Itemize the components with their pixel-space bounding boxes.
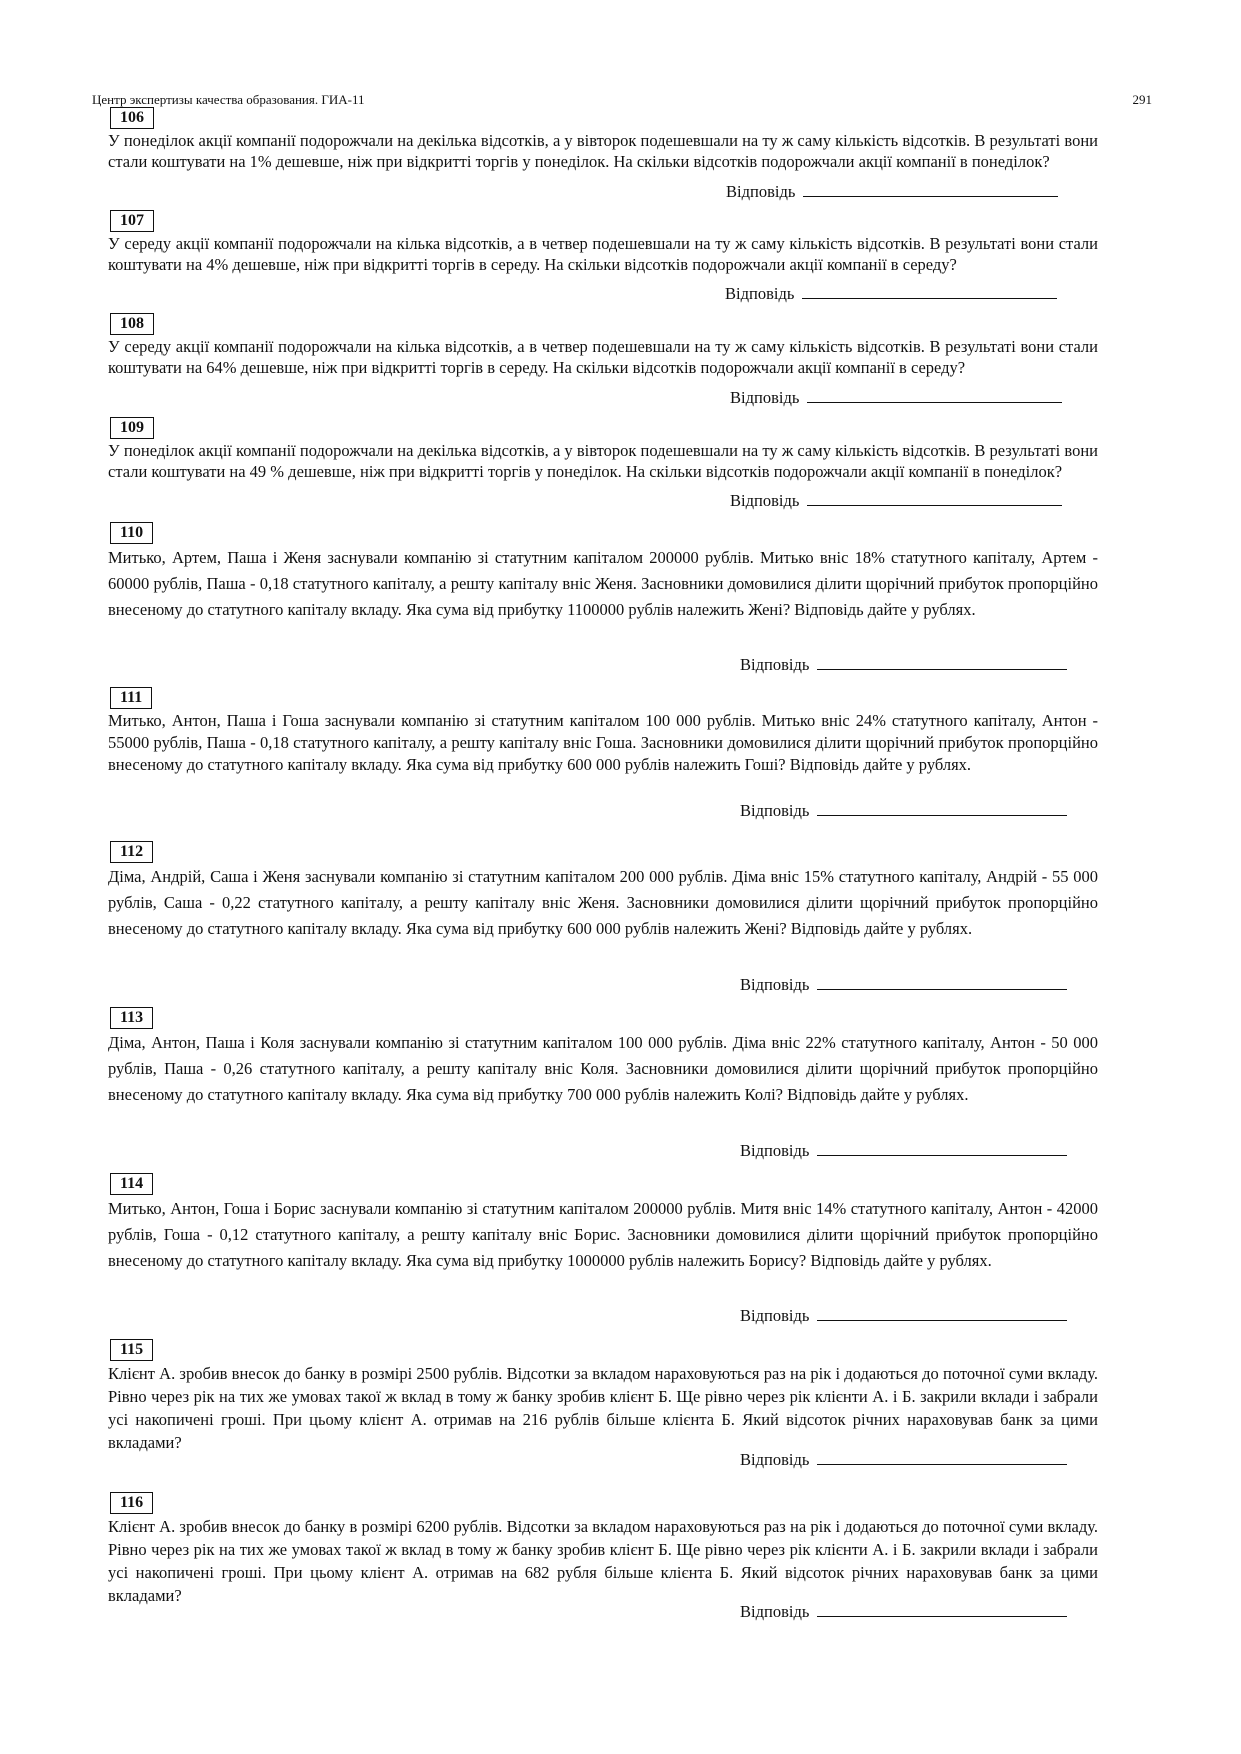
- task-number: 109: [110, 417, 154, 439]
- task-108: [108, 313, 1098, 409]
- answer-line: [807, 387, 1062, 403]
- task-number: 112: [110, 841, 153, 863]
- task-text: Діма, Андрій, Саша і Женя заснували компанію зі статутним капіталом 200 000 рублів. Діма вніс 15% статутного капіталу, Андрій - 55 000 рублів, Саша - 0,22 статутного капіталу, а решту капіталу вніс Женя. Засновники домовилися ділити щорічний прибуток пропорційно внесеному до статутного капіталу вкладу. Яка сума від прибутку 600 000 рублів належить Жені? Відповідь дайте у рублях.: [108, 867, 1098, 938]
- answer-field[interactable]: [740, 1140, 1067, 1161]
- task-106: [108, 107, 1098, 203]
- task-number: 107: [110, 210, 154, 232]
- task-text: У середу акції компанії подорожчали на кілька відсотків, а в четвер подешевшали на ту ж саму кількість відсотків. В результаті вони стали коштувати на 4% дешевше, ніж при відкритті торгів в середу. На скільки відсотків подорожчали акції компанії в середу?: [108, 234, 1098, 274]
- task-number: 110: [110, 522, 153, 544]
- task-number: 106: [110, 107, 154, 129]
- answer-field[interactable]: [726, 181, 1058, 202]
- answer-line: [817, 974, 1067, 990]
- answer-label: Відповідь: [740, 1306, 810, 1325]
- answer-label: Відповідь: [740, 1450, 810, 1469]
- task-114: [108, 1173, 1098, 1328]
- answer-field[interactable]: [740, 654, 1067, 675]
- task-111: [108, 687, 1098, 837]
- answer-label: Відповідь: [730, 491, 800, 510]
- answer-line: [817, 654, 1067, 670]
- answer-field[interactable]: [740, 800, 1067, 821]
- answer-line: [817, 1305, 1067, 1321]
- task-number: 114: [110, 1173, 153, 1195]
- task-116: [108, 1492, 1098, 1627]
- answer-field[interactable]: [725, 283, 1057, 304]
- task-number: 113: [110, 1007, 153, 1029]
- answer-label: Відповідь: [740, 655, 810, 674]
- answer-field[interactable]: [740, 974, 1067, 995]
- task-text: У понеділок акції компанії подорожчали на декілька відсотків, а у вівторок подешевшали на ту ж саму кількість відсотків. В результаті вони стали коштувати на 1% дешевше, ніж при відкритті торгів у понеділок. На скільки відсотків подорожчали акції компанії в понеділок?: [108, 131, 1098, 171]
- task-number: 111: [110, 687, 152, 709]
- answer-field[interactable]: [740, 1449, 1067, 1470]
- answer-label: Відповідь: [740, 1602, 810, 1621]
- answer-label: Відповідь: [730, 388, 800, 407]
- task-text: Діма, Антон, Паша і Коля заснували компанію зі статутним капіталом 100 000 рублів. Діма вніс 22% статутного капіталу, Антон - 50 000 рублів, Паша - 0,26 статутного капіталу, а решту капіталу вніс Коля. Засновники домовилися ділити щорічний прибуток пропорційно внесеному до статутного капіталу вкладу. Яка сума від прибутку 700 000 рублів належить Колі? Відповідь дайте у рублях.: [108, 1033, 1098, 1104]
- answer-line: [807, 490, 1062, 506]
- page-number: 291: [1132, 92, 1152, 107]
- answer-field[interactable]: [740, 1305, 1067, 1326]
- task-text: Клієнт А. зробив внесок до банку в розмірі 2500 рублів. Відсотки за вкладом нараховуються раз на рік і додаються до поточної суми вкладу. Рівно через рік на тих же умовах такої ж вклад в тому ж банку зробив клієнт Б. Ще рівно через рік клієнти А. і Б. закрили вклади і забрали усі накопичені гроші. При цьому клієнт А. отримав на 216 рублів більше клієнта Б. Який відсоток річних нараховував банк за цими вкладами?: [108, 1364, 1098, 1452]
- task-text: Митько, Антон, Гоша і Борис заснували компанію зі статутним капіталом 200000 рублів. Митя вніс 14% статутного капіталу, Антон - 42000 рублів, Гоша - 0,12 статутного капіталу, а решту капіталу вніс Борис. Засновники домовилися ділити щорічний прибуток пропорційно внесеному до статутного капіталу вкладу. Яка сума від прибутку 1000000 рублів належить Борису? Відповідь дайте у рублях.: [108, 1199, 1098, 1270]
- answer-field[interactable]: [730, 490, 1062, 511]
- task-text: У понеділок акції компанії подорожчали на декілька відсотків, а у вівторок подешевшали на ту ж саму кількість відсотків. В результаті вони стали коштувати на 49 % дешевше, ніж при відкритті торгів у понеділок. На скільки відсотків подорожчали акції компанії в понеділок?: [108, 441, 1098, 481]
- answer-line: [817, 1601, 1067, 1617]
- answer-label: Відповідь: [740, 975, 810, 994]
- task-text: Митько, Антон, Паша і Гоша заснували компанію зі статутним капіталом 100 000 рублів. Митько вніс 24% статутного капіталу, Антон - 55000 рублів, Паша - 0,18 статутного капіталу, а решту капіталу вніс Гоша. Засновники домовилися ділити щорічний прибуток пропорційно внесеному до статутного капіталу вкладу. Яка сума від прибутку 600 000 рублів належить Гоші? Відповідь дайте у рублях.: [108, 711, 1098, 774]
- answer-line: [803, 181, 1058, 197]
- answer-label: Відповідь: [725, 284, 795, 303]
- answer-label: Відповідь: [740, 801, 810, 820]
- answer-line: [817, 1140, 1067, 1156]
- answer-label: Відповідь: [740, 1141, 810, 1160]
- task-number: 116: [110, 1492, 153, 1514]
- task-109: [108, 417, 1098, 513]
- task-number: 115: [110, 1339, 153, 1361]
- task-110: [108, 522, 1098, 672]
- answer-field[interactable]: [740, 1601, 1067, 1622]
- task-113: [108, 1007, 1098, 1162]
- header-title: Центр экспертизы качества образования. ГИА-11: [92, 92, 365, 107]
- task-112: [108, 841, 1098, 996]
- task-number: 108: [110, 313, 154, 335]
- answer-line: [817, 1449, 1067, 1465]
- answer-field[interactable]: [730, 387, 1062, 408]
- answer-line: [817, 800, 1067, 816]
- task-text: У середу акції компанії подорожчали на кілька відсотків, а в четвер подешевшали на ту ж саму кількість відсотків. В результаті вони стали коштувати на 64% дешевше, ніж при відкритті торгів в середу. На скільки відсотків подорожчали акції компанії в середу?: [108, 337, 1098, 377]
- task-text: Клієнт А. зробив внесок до банку в розмірі 6200 рублів. Відсотки за вкладом нараховуються раз на рік і додаються до поточної суми вкладу. Рівно через рік на тих же умовах такої ж вклад в тому ж банку зробив клієнт Б. Ще рівно через рік клієнти А. і Б. закрили вклади і забрали усі накопичені гроші. При цьому клієнт А. отримав на 682 рубля більше клієнта Б. Який відсоток річних нараховував банк за цими вкладами?: [108, 1517, 1098, 1605]
- task-text: Митько, Артем, Паша і Женя заснували компанію зі статутним капіталом 200000 рублів. Митько вніс 18% статутного капіталу, Артем - 60000 рублів, Паша - 0,18 статутного капіталу, а решту капіталу вніс Женя. Засновники домовилися ділити щорічний прибуток пропорційно внесеному до статутного капіталу вкладу. Яка сума від прибутку 1100000 рублів належить Жені? Відповідь дайте у рублях.: [108, 548, 1098, 619]
- answer-line: [802, 283, 1057, 299]
- answer-label: Відповідь: [726, 182, 796, 201]
- task-107: [108, 210, 1098, 306]
- task-115: [108, 1339, 1098, 1474]
